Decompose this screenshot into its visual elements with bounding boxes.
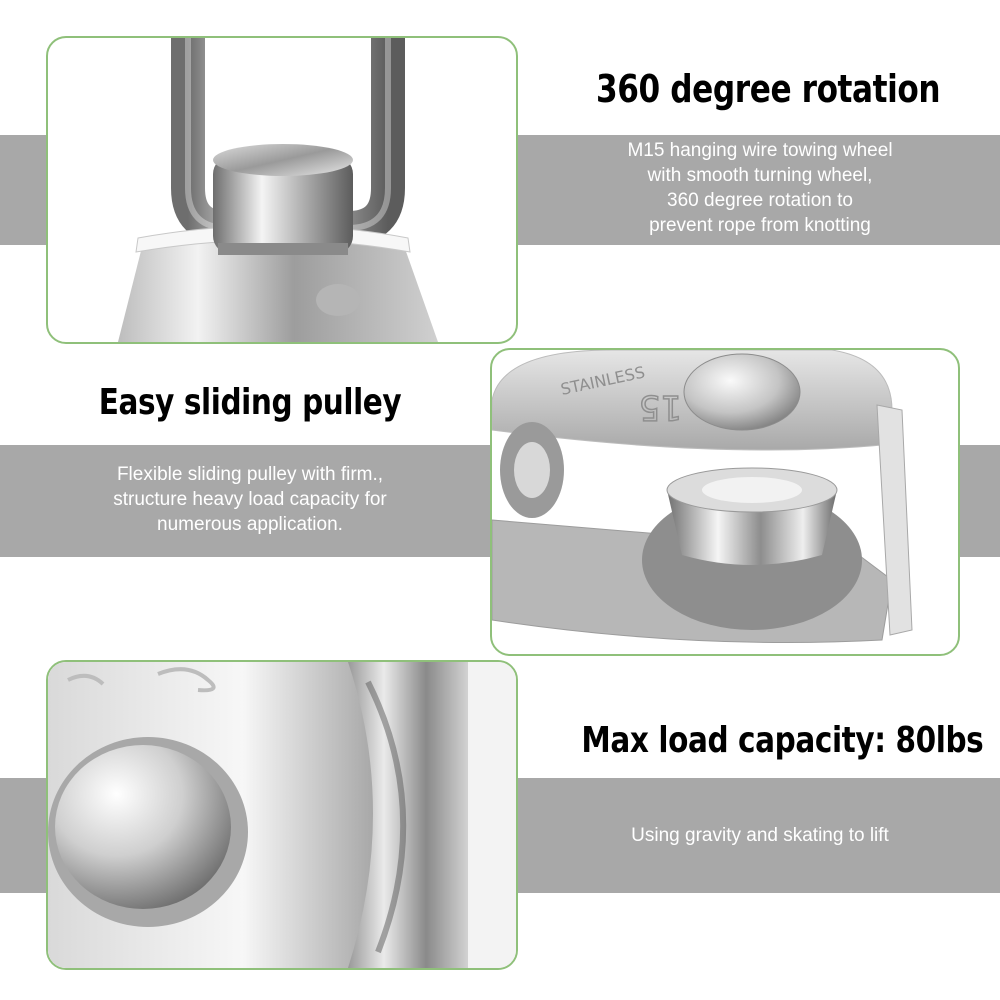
section-3-description [560,823,960,848]
section-2-description [50,462,450,537]
section-2-line-2: structure heavy load capacity for [113,489,387,510]
side-plate-illustration [48,662,516,968]
section-2-line-1: Flexible sliding pulley with firm., [116,464,384,485]
section-1-line-2: with smooth turning wheel, [647,165,873,186]
section-2-line-3: numerous application. [157,514,343,535]
section-1-heading: 360 degree rotation [596,67,941,111]
section-3-line-1: Using gravity and skating to lift [631,825,889,846]
section-2-heading: Easy sliding pulley [98,382,402,423]
section-1-description [560,138,960,238]
sheave-illustration [492,350,958,654]
swivel-eye-photo [46,36,518,344]
section-3-heading: Max load capacity: 80lbs [581,720,984,761]
section-1-line-3: 360 degree rotation to [667,190,853,211]
section-1-line-4: prevent rope from knotting [649,215,871,236]
swivel-eye-illustration [48,38,516,342]
engraving-brand: STAINLESS [558,362,647,399]
side-plate-photo [46,660,518,970]
section-1-line-1: M15 hanging wire towing wheel [627,140,893,161]
sheave-photo [490,348,960,656]
engraving-size: 15 [638,387,682,427]
